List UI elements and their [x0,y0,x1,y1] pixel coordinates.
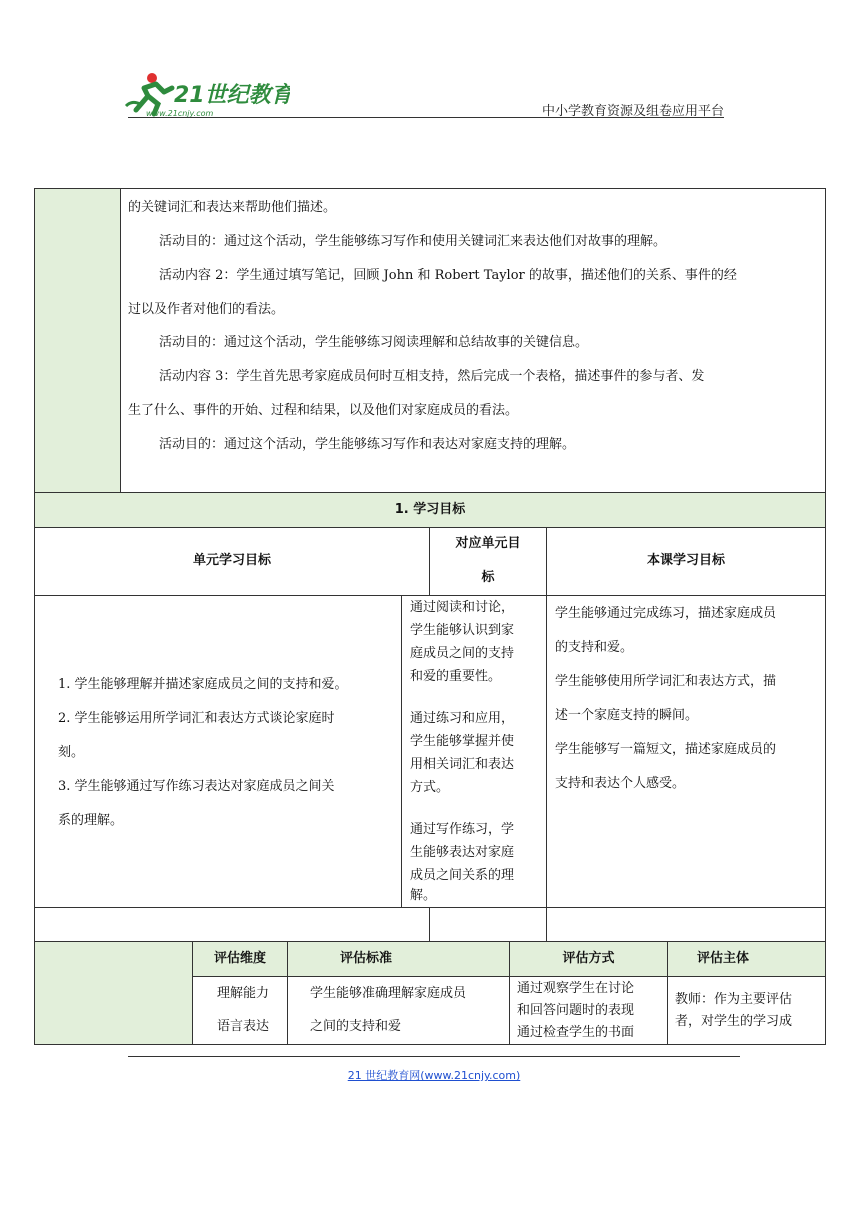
logo-title: 21世纪教育 [174,83,290,108]
col-subject: 评估主体 [696,951,749,966]
method-text: 通过观察学生在讨论 [517,981,635,996]
dimension-expression: 语言表达 [217,1019,270,1034]
lesson-line: 述一个家庭支持的瞬间。 [555,708,699,723]
corr-line: 解。 [410,888,437,903]
corr-line: 方式。 [410,780,450,795]
corr-line: 通过练习和应用， [410,711,515,726]
unit-objective-item: 1. 学生能够理解并描述家庭成员之间的支持和爱。 [58,677,348,692]
runner-logo-icon [122,70,290,118]
logo-url: www.21cnjy.com [146,109,214,118]
evaluation-left-cell [35,942,192,1044]
corr-line: 庭成员之间的支持 [410,646,515,661]
unit-objective-item: 3. 学生能够通过写作练习表达对家庭成员之间关 [58,779,335,794]
logo [122,70,290,118]
corr-line: 通过写作练习，学 [410,822,515,837]
activity-text-line: 的关键词汇和表达来帮助他们描述。 [128,200,337,215]
unit-objective-item: 2. 学生能够运用所学词汇和表达方式谈论家庭时 [58,711,335,726]
col-corresponding-b: 标 [481,570,495,585]
unit-objective-item: 刻。 [58,745,85,760]
method-text: 和回答问题时的表现 [517,1003,635,1018]
col-lesson-objectives: 本课学习目标 [646,553,725,568]
activity-left-cell [35,189,120,492]
subject-text: 者，对学生的学习成 [675,1014,793,1029]
col-corresponding-a: 对应单元目 [455,536,521,551]
corr-line: 和爱的重要性。 [410,669,502,684]
platform-name: 中小学教育资源及组卷应用平台 [541,104,724,119]
activity-content-3: 活动内容 3：学生首先思考家庭成员何时互相支持，然后完成一个表格，描述事件的参与者、发 [159,369,705,384]
objectives-title: 1. 学习目标 [394,502,466,517]
criteria-text: 学生能够准确理解家庭成员 [310,986,467,1001]
lesson-line: 学生能够使用所学词汇和表达方式，描 [555,674,777,689]
col-dimension: 评估维度 [213,951,266,966]
method-text: 通过检查学生的书面 [517,1025,635,1040]
lesson-line: 的支持和爱。 [555,640,634,655]
criteria-text: 之间的支持和爱 [310,1019,402,1034]
corr-line: 生能够表达对家庭 [410,845,515,860]
activity-content-3-cont: 生了什么、事件的开始、过程和结果，以及他们对家庭成员的看法。 [128,403,519,418]
lesson-line: 支持和表达个人感受。 [555,776,686,791]
subject-text: 教师：作为主要评估 [675,992,793,1007]
header-divider [128,117,724,118]
activity-content-2-cont: 过以及作者对他们的看法。 [128,302,285,317]
corr-line: 用相关词汇和表达 [410,757,515,772]
activity-purpose-3: 活动目的：通过这个活动，学生能够练习写作和表达对家庭支持的理解。 [159,437,576,452]
col-criteria: 评估标准 [340,951,393,966]
dimension-comprehension: 理解能力 [217,986,270,1001]
activity-purpose-2: 活动目的：通过这个活动，学生能够练习阅读理解和总结故事的关键信息。 [159,335,589,350]
corr-line: 学生能够认识到家 [410,623,515,638]
activity-content-2: 活动内容 2：学生通过填写笔记，回顾 John 和 Robert Taylor 的故事，描述他们的关系、事件的经 [159,268,737,283]
lesson-line: 学生能够通过完成练习，描述家庭成员 [555,606,777,621]
lesson-line: 学生能够写一篇短文，描述家庭成员的 [555,742,777,757]
footer-link[interactable]: 21 世纪教育网(www.21cnjy.com) [347,1069,521,1082]
activity-purpose-1: 活动目的：通过这个活动，学生能够练习写作和使用关键词汇来表达他们对故事的理解。 [159,234,667,249]
corr-line: 成员之间关系的理 [410,868,515,883]
col-method: 评估方式 [562,951,615,966]
unit-objective-item: 系的理解。 [58,813,124,828]
footer-divider [128,1056,740,1057]
corr-line: 通过阅读和讨论， [410,600,515,615]
corr-line: 学生能够掌握并使 [410,734,515,749]
col-unit-objectives: 单元学习目标 [192,553,271,568]
